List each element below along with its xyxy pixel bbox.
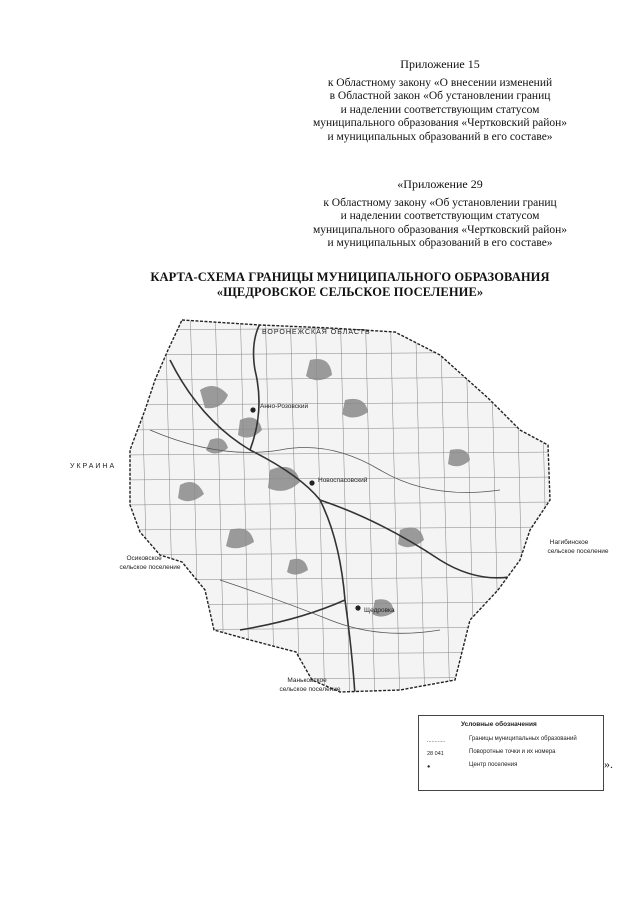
label-settlement-middle: Новоспасовский (318, 477, 368, 484)
map-title-line-2: «ЩЕДРОВСКОЕ СЕЛЬСКОЕ ПОСЕЛЕНИЕ» (216, 285, 484, 299)
legend-item-turning-points (427, 749, 597, 759)
label-neighbor-east-line-1: Нагибинское (549, 539, 589, 546)
map-title (60, 270, 640, 300)
legend-label-turning-points: Поворотные точки и их номера (469, 749, 556, 755)
map-title-line-1: КАРТА-СХЕМА ГРАНИЦЫ МУНИЦИПАЛЬНОГО ОБРАЗОВАНИЯ (150, 270, 550, 284)
annex-15-heading: Приложение 15 (400, 57, 480, 71)
settlement-center-marker (250, 407, 255, 412)
closing-quote: ». (604, 757, 613, 771)
label-settlement-north: Анно-Розовский (260, 403, 309, 410)
annex-29-line: к Областному закону «Об установлении границ (323, 196, 557, 209)
annex-15-line: и наделении соответствующим статусом (340, 103, 540, 116)
legend-label-boundary: Границы муниципальных образований (469, 736, 577, 742)
settlement-center-marker (355, 605, 360, 610)
legend-symbol-boundary: ............ (427, 738, 446, 744)
legend-title: Условные обозначения (461, 721, 537, 728)
label-neighbor-west-line-1: Осиковское (126, 555, 162, 562)
legend-item-boundary (427, 736, 597, 746)
annex-29-line: и муниципальных образований в его составе» (327, 237, 553, 249)
label-voronezh-region: ВОРОНЕЖСКАЯ ОБЛАСТЬ (262, 329, 371, 336)
label-neighbor-south-line-1: Маньковское (287, 677, 327, 684)
map-scheme (0, 300, 640, 710)
legend-item-center (427, 762, 597, 772)
label-neighbor-west-line-2: сельское поселение (119, 564, 181, 571)
label-neighbor-east (547, 538, 608, 555)
map-body (120, 300, 560, 710)
annex-29-block (270, 178, 610, 251)
legend-label-center: Центр поселения (469, 762, 518, 768)
annex-29-heading: «Приложение 29 (397, 177, 483, 191)
annex-15-line: к Областному закону «О внесении изменений (327, 76, 553, 89)
annex-29-line: и наделении соответствующим статусом (340, 210, 540, 222)
annex-29-line: муниципального образования «Чертковский район» (312, 223, 568, 236)
annex-15-line: в Областной закон «Об установлении границ (329, 90, 551, 102)
label-ukraine: УКРАИНА (70, 463, 117, 470)
annex-15-block (270, 58, 610, 144)
settlement-center-marker (309, 480, 314, 485)
label-neighbor-south-line-2: сельское поселение (279, 686, 341, 693)
annex-15-line: муниципального образования «Чертковский район» (312, 117, 568, 129)
legend-symbol-center: ● (427, 764, 431, 770)
legend-symbol-turning-points: 28 041 (427, 751, 444, 757)
label-settlement-south: Щедровка (364, 607, 395, 614)
annex-15-line: и муниципальных образований в его составе» (327, 130, 553, 143)
label-neighbor-east-line-2: сельское поселение (547, 548, 609, 555)
map-legend (418, 715, 604, 791)
